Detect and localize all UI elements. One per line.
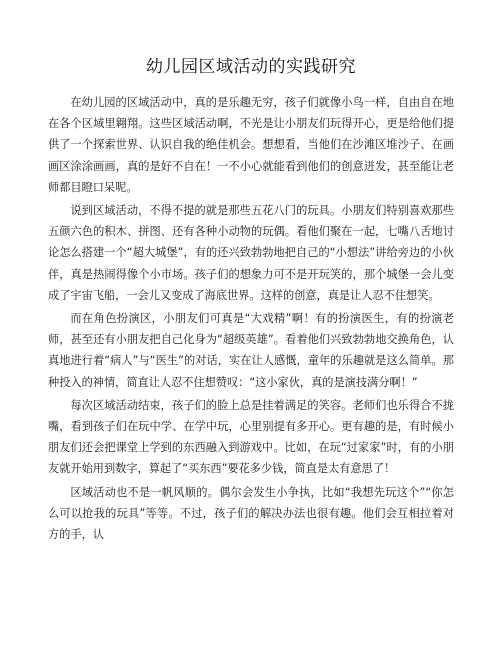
paragraph-4: 每次区域活动结束，孩子们的脸上总是挂着满足的笑容。老师们也乐得合不拢嘴，看到孩子们在玩中学、在学中玩，心里别提有多开心。更有趣的是，有时候小朋友们还会把课堂上学到的东西融入到游戏中。比如，在玩“过家家”时，有的小朋友就开始用到数字，算起了“买东西”要花多少钱，简直是太有意思了！: [48, 398, 454, 476]
paragraph-1: 在幼儿园的区域活动中，真的是乐趣无穷，孩子们就像小鸟一样，自由自在地在各个区域里翱翔。这些区域活动啊，不光是让小朋友们玩得开心，更是给他们提供了一个探索世界、认识自我的绝佳机会。想想看，当他们在沙滩区堆沙子、在画画区涂涂画画，真的是好不自在！一不小心就能看到他们的创意迸发，甚至能让老师都目瞪口呆呢。: [48, 96, 454, 194]
paragraph-3: 而在角色扮演区，小朋友们可真是“大戏精”啊！有的扮演医生，有的扮演老师，甚至还有小朋友把自己化身为“超级英雄”。看着他们兴致勃勃地交换角色，认真地进行着“病人”与“医生”的对话，实在让人感慨，童年的乐趣就是这么简单。那种投入的神情，简直让人忍不住想赞叹：“这小家伙，真的是演技满分啊！”: [48, 312, 454, 389]
document-title: 幼儿园区域活动的实践研究: [146, 57, 356, 77]
paragraph-2: 说到区域活动，不得不提的就是那些五花八门的玩具。小朋友们特别喜欢那些五颜六色的积木、拼图、还有各种小动物的玩偶。看他们聚在一起，七嘴八舌地讨论怎么搭建一个“超大城堡”，有的还兴致勃勃地把自己的“小想法”讲给旁边的小伙伴，真是热闹得像个小市场。孩子们的想象力可不是开玩笑的，那个城堡一会儿变成了宇宙飞船，一会儿又变成了海底世界。这样的创意，真是让人忍不住想笑。: [48, 204, 454, 302]
paragraph-5: 区域活动也不是一帆风顺的。偶尔会发生小争执，比如“我想先玩这个”“你怎么可以抢我的玩具”等等。不过，孩子们的解决办法也很有趣。他们会互相拉着对方的手，认: [48, 485, 454, 542]
